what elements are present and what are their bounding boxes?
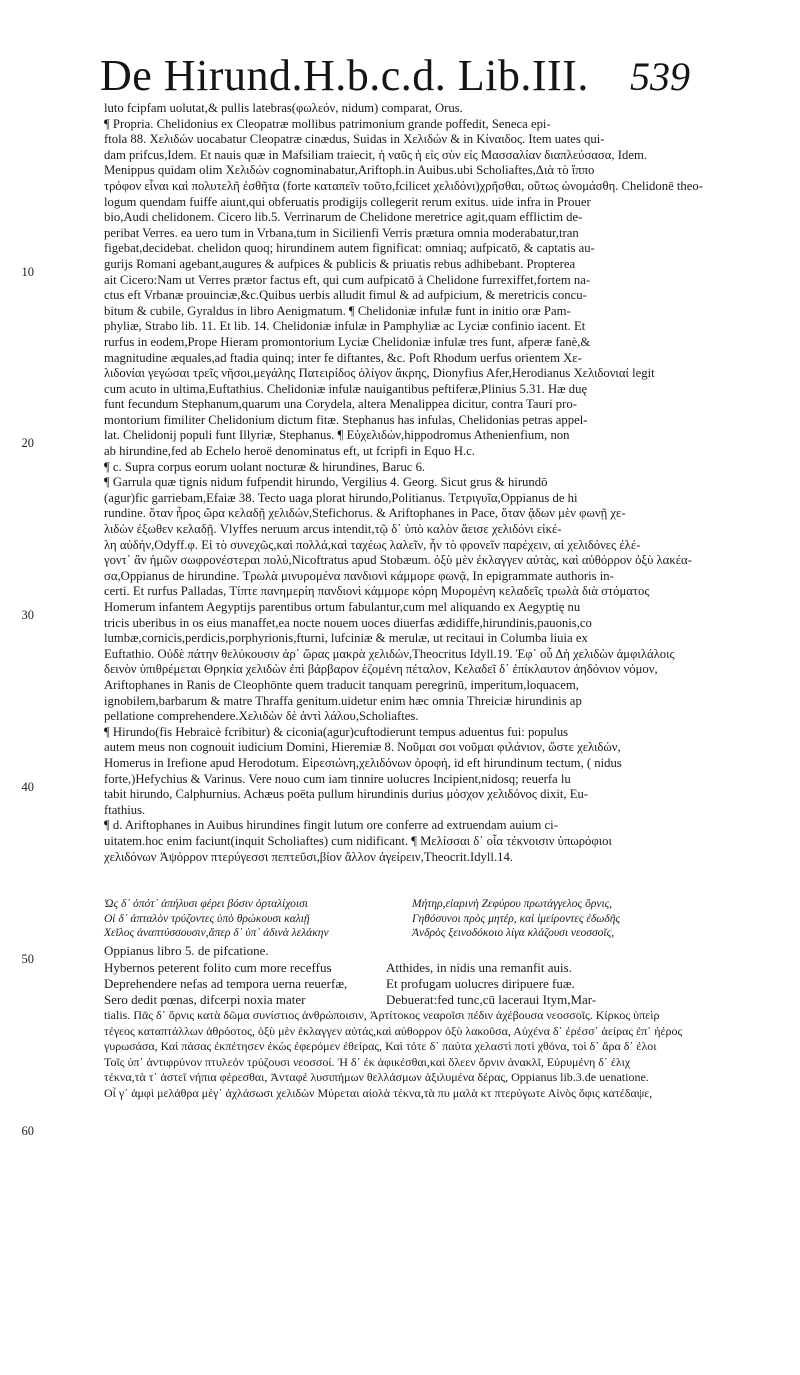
text-line: ctus eft Vrbanæ prouinciæ,&c.Quibus uerbis alludit fimul & ad aufpicium, & meretricis concu- [104, 288, 587, 303]
verse-line: Οἱ δ᾽ ἀπταλὸν τρύζοντες ὑπὸ θρώκουσι καλιῇ [104, 912, 310, 925]
text-line: gurijs Romani agebant,augures & aufpices & publicis & priuatis rebus adhibebant. Propterea [104, 256, 576, 271]
verse-line: Χεῖλος ἀναπτύσσουσιν,ἅπερ δ᾽ ὑπ᾽ ἀδινὰ λελάκην [104, 927, 329, 939]
margin-line-number: 60 [21, 1124, 34, 1138]
text-line: magnitudine æquales,ad ftadia quinq; inter fe diftantes, &c. Poft Rhodum uerfus orientem Χε- [104, 350, 582, 365]
greek-verse-right-column [412, 897, 708, 941]
text-line: tabit hirundo, Calphurnius. Achæus poëta pullum hirundinis durius μόσχον χελιδόνος dixit, Eu- [104, 787, 589, 802]
main-text-block [104, 101, 708, 896]
verse-line: Γηθόσυνοι πρὸς μητέρ, καὶ ἱμείροντες ἐδωδῆς [412, 912, 621, 925]
text-line: ¶ Garrula quæ tignis nidum fufpendit hirundo, Vergilius 4. Georg. Sicut grus & hirundō [104, 475, 548, 490]
text-line: montorium fimiliter Chelidonium dictum fitæ. Stephanus has infulas, Chelidonias petras appel- [104, 412, 588, 427]
text-line: λιδὼν ἐξωθεν κελαδῇ. Vlyffes neruum arcus intendit,τῷ δ᾽ ὑπὸ καλὸν ἄεισε χελιδόνι εἰκέ- [104, 522, 562, 537]
text-line: Homerus in Irefione apud Herodotum. Εἰρεσιώνη,χελιδόνων ὀροφή, id eft hirundinum tectum, ( nidus [104, 755, 622, 770]
text-line: phyliæ, Strabo lib. 11. Et lib. 14. Chelidoniæ infulæ in Pamphyliæ ac Lyciæ confinio iacent. Et [104, 319, 586, 334]
page-number: 539 [630, 54, 690, 99]
text-line: funt fecundum Stephanum,quarum una Corydela, altera Menalippea dicitur, contra Tauri pro- [104, 397, 577, 412]
text-line: tialis. Πᾶς δ᾽ ὄρνις κατὰ δῶμα συνίστιος ἀνθρώποισιν, Ἀρτίτοκος νεαροῖσι πέδιν ἀχέβουσα νεοσσοῖς. Κίρκος ὑπεὶρ [104, 1008, 660, 1022]
poem-line: Et profugam uolucres diripuere fuæ. [386, 975, 575, 991]
text-line: Τοῖς ὑπ᾽ ἀντιφρύνον πτυλεόν τρύζουσι νεοσσοί. Ἡ δ᾽ ἐκ ἀφικέσθαι,καὶ ὄλεεν ὄρνιν ἀνακλῖ, Εὐρυμένη δ᾽ ἐλιχ [104, 1054, 631, 1069]
text-line: uitatem.hoc enim faciunt(inquit Scholiaftes) cum nidificant. ¶ Μελίσσαι δ᾽ οἷα τέκνοισιν ὑπωρόφιοι [104, 833, 612, 848]
text-line: lumbæ,cornicis,perdicis,porphyrionis,fturni, lufciniæ & merulæ, ut recitaui in Columba liuia ex [104, 631, 588, 646]
text-line: δεινὸν ὑπιθρέμεται Θρηκία χελιδὼν ἐπὶ βάρβαρον ἑζομένη πέταλον, Κελαδεῖ δ᾽ ἐπίκλαυτον ἀηδόνιον νόμον, [104, 662, 658, 677]
margin-line-number: 30 [21, 608, 34, 622]
poem-line: Debuerat:fed tunc,cū laceraui Itym,Mar- [386, 991, 597, 1007]
text-line: Homerum infantem Aegyptijs parentibus ortum fabulantur,cum mel aliquando ex Aegyptię nu [104, 600, 581, 614]
text-line: pellatione comprehendere.Χελιδὼν δὲ ἀντὶ λάλου,Scholiaftes. [104, 709, 419, 724]
text-line: λη αὐδήν,Odyff.φ. Εἰ τὸ συνεχῶς,καὶ πολλά,καὶ ταχέως λαλεῖν, ἦν τὸ φρονεῖν παρέχειν, αἱ χελιδόνες ἐλέ- [104, 537, 641, 552]
margin-line-number: 10 [21, 265, 34, 279]
text-line: ignobilem,barbarum & matre Thraffa genitum.uidetur enim hæc omnia Threiciæ hirundinis ap [104, 693, 582, 708]
margin-line-number: 40 [21, 780, 34, 794]
text-line: Euftathio. Οὐδὲ πάτην θελύκουσιν ἀρ᾽ ὥρας μακρὰ χελιδών,Theocritus Idyll.19. Ἐφ᾽ οὗ Δὴ χελιδὼν ἀμφιλάλοις [104, 646, 675, 661]
latin-poem-left-column [104, 960, 347, 1007]
greek-verse-block [104, 897, 708, 943]
poem-line: Deprehendere nefas ad tempora uerna reuerfæ, [104, 975, 348, 991]
text-line: forte,)Hefychius & Varinus. Vere nouo cum iam tinnire uolucres Incipient,nidosq; reuerfa lu [104, 771, 571, 786]
text-line: (agur)fic garriebam,Efaiæ 38. Tecto uaga plorat hirundo,Politianus. Τετριγυῖα,Oppianus de hi [104, 490, 578, 505]
text-line: Menippus quidam olim Χελιδών cognominabatur,Ariftoph.in Auibus.ubi Scholiaftes,Διὰ τὸ ἵππο [104, 163, 595, 178]
text-line: lat. Chelidonij populi funt Illyriæ, Stephanus. ¶ Εὐχελιδών,hippodromus Athenienfium, non [104, 428, 570, 443]
latin-poem-block [104, 960, 708, 1008]
text-line: bio,Audi chelidonem. Cicero lib.5. Verrinarum de Chelidone meretrice agit,quam efflictim de- [104, 210, 583, 225]
closing-text-block [104, 1008, 708, 1102]
text-line: tricis uberibus in os eius manaffet,ea nocte nouem uoces diuerfas ædidiffe,hirundinis,pauonis,co [104, 615, 592, 630]
text-line: σα,Oppianus de hirundine. Τρωλὰ μινυρομένα πανδιονὶ κάμμορε φωνᾷ, In epigrammate authoris in- [104, 568, 614, 583]
oppianus-citation [104, 943, 708, 959]
text-line: τέγεος καταπτάλλων ἀθρόοτος, ὀξὺ μὲν ἐκλαγγεν αὐτάς,καὶ αὐθορρον ὀξὺ λακοῦσα, Αὐχένα δ᾽ ἐρέσσ᾽ ἀείρας ἐπ᾽ ἠέρος [104, 1023, 683, 1038]
poem-line: Hybernos peterent folito cum more receffus [104, 960, 332, 975]
text-line: ftathius. [104, 802, 146, 817]
text-line: ftola 88. Χελιδών uocabatur Cleopatræ cinædus, Suidas in Χελιδών & in Κίναιδος. Item uates qui- [104, 132, 605, 147]
text-line: peribat Verres. ea uero tum in Vrbana,tum in Sicilienfi Verris prætura omnia moderabatur,tran [104, 225, 579, 240]
text-line: ait Cicero:Nam ut Verres prætor factus eft, qui cum aufpicatō à Chelidone furrexiffet,fortem na- [104, 272, 591, 287]
text-line: certi. Et rurfus Palladas, Τίπτε πανημερίη πανδιονὶ κάμμορε κόρη Μυρομένη κελαδεῖς τρωλὰ διὰ στόματος [104, 584, 650, 599]
verse-line: Ἀνδρὸς ξεινοδόκοιο λίγα κλάζουσι νεοσσοῖς, [412, 927, 615, 939]
text-line: λιδονίαι γεγώσαι τρεῖς νῆσοι,μεγάλης Πατειρίδος ὀλίγον ἄκρης, Dionyfius Afer,Herodianus Χελιδονιαί legit [104, 366, 655, 381]
text-line: Ariftophanes in Ranis de Cleophōnte quem traducit tanquam peregrinū, imperitum,loquacem, [104, 677, 579, 692]
poem-line: Atthides, in nidis una remanfit auis. [386, 960, 572, 975]
running-title: De Hirund.H.b.c.d. Lib.III. [100, 51, 589, 100]
text-line: ¶ d. Ariftophanes in Auibus hirundines fingit lutum ore conferre ad extruendam auium ci- [104, 818, 558, 833]
latin-poem-right-column [386, 960, 596, 1007]
text-line: χελιδόνων Ἀψόρρον πτερύγεσσι πεπτεῦσι,βίον ἄλλον ἀγείρειν,Theocrit.Idyll.14. [104, 849, 513, 864]
text-line: autem meus non cognouit iudicium Domini, Hieremiæ 8. Νοῦμαι σοι νοῦμαι φιλάνιον, ὥστε χελιδών, [104, 740, 621, 755]
text-line [104, 865, 708, 881]
text-line [104, 881, 708, 897]
text-line: τρόφον εἶναι καὶ πολυτελῆ ἐσθῆτα (forte καταπεῖν τοῦτο,fcilicet χελιδόνι)χρῆσθαι, οὕτως ὠνομάσθη. Chelidonē theo- [104, 178, 703, 193]
text-line: rundine. ὅταν ἦρος ὤρα κελαδῇ χελιδών,Stefichorus. & Ariftophanes in Pace, ὅταν ᾄδων μὲν φωνῇ χε- [104, 506, 626, 521]
poem-line: Sero dedit pœnas, difcerpi noxia mater [104, 991, 306, 1007]
text-line: γυρωσάσα, Καὶ πάσας ἐκπέτησεν ἐκὼς ἐφερόμεν ἐθείρας, Καὶ τότε δ᾽ παύτα χελαστὶ ποτὶ χθόνα, τοὶ δ᾽ ἄρα δ᾽ ἐλοι [104, 1039, 657, 1054]
text-line: γοντ᾽ ἂν ἡμῶν σωφρονέστεραι πολύ,Nicoftratus apud Stobæum. ὀξὺ μὲν ἐκλαγγεν αὐτὰς, καὶ αὐθόρρον ὀξὺ λακέα- [104, 553, 692, 568]
text-line: Οἷ γ᾽ ἀμφὶ μελάθρα μέγ᾽ ἀχλάσωσι χελιδὼν Μύρεται αἰολὰ τέκνα,τὰ πυ μαλὰ κτ πτερύγωτε Αἰνὸς ὄφις κατέδαψε, [104, 1085, 653, 1100]
text-line: dam prifcus,Idem. Et nauis quæ in Mafsiliam traiecit, ἡ ναῦς ἡ εἰς σὺν εἰς Μασσαλίαν διαπλεύσασα, Idem. [104, 147, 647, 162]
text-line: logum quendam fuiffe aiunt,qui obferuatis prodigijs collegerit rerum exitus. uide infra in Prouer [104, 194, 591, 209]
text-line: ¶ Hirundo(fis Hebraicè fcribitur) & ciconia(agur)cuftodierunt tempus aduentus fui: populus [104, 724, 569, 739]
text-line: ab hirundine,fed ab Echelo heroë denominatus eft, ut fcripfi in Equo H.c. [104, 444, 475, 459]
text-line: bitum & cubile, Gyraldus in libro Aenigmatum. ¶ Chelidoniæ infulæ funt in initio oræ Pam- [104, 303, 571, 318]
text-line: cum acuto in ultima,Euftathius. Chelidoniæ infulæ nauigantibus peftiferæ,Plinius 5.31. Hæ duę [104, 381, 588, 396]
text-line: Oppianus libro 5. de pifcatione. [104, 943, 269, 958]
text-line: τέκνα,τὰ τ᾽ ἀστεῖ νήπια φέρεσθαι, Ἀνταφέ λυσιπήμων θελλάσμων ἀξιλυμένα δέρας, Oppianus lib.3.de uenatione. [104, 1070, 649, 1085]
text-line: luto fcipfam uolutat,& pullis latebras(φωλεόν, nidum) comparat, Orus. [104, 101, 463, 115]
text-line: rurfus in eodem,Prope Hieram promontorium Lyciæ Chelidoniæ infulæ tres funt, afperæ fanè,& [104, 334, 591, 349]
text-line: ¶ Propria. Chelidonius ex Cleopatræ mollibus patrimonium grande poffedit, Seneca epi- [104, 116, 551, 131]
verse-line: Μήτηρ,εἰαρινὴ Ζεφύρου πρωτάγγελος ὄρνις, [412, 898, 613, 910]
verse-line: Ὡς δ᾽ ὁπότ᾽ ἀπήλυσι φέρει βόσιν ὀρταλίχοισι [104, 898, 308, 910]
text-line: figebat,decidebat. chelidon quoq; hirundinem autem fignificat: omniaq; aufpicatō, & captatis au- [104, 241, 595, 256]
margin-line-number: 20 [21, 436, 34, 450]
text-line: ¶ c. Supra corpus eorum uolant nocturæ & hirundines, Baruc 6. [104, 459, 426, 474]
margin-line-number: 50 [21, 952, 34, 966]
greek-verse-left-column [104, 897, 404, 941]
